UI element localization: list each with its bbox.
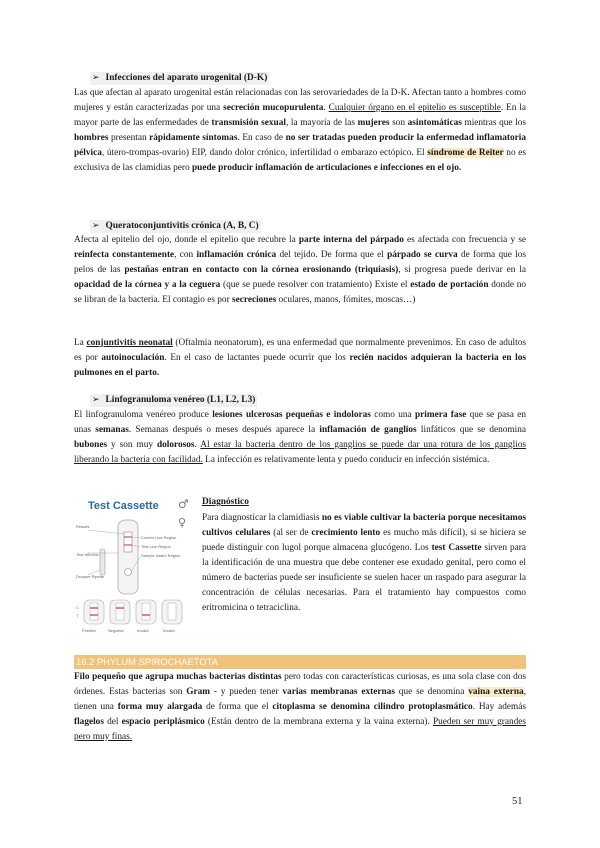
text-run: secreción mucopurulenta xyxy=(223,102,324,113)
text-run: bubones xyxy=(74,439,108,450)
label-test-window: Test Window xyxy=(76,552,99,557)
text-run: , la mayoría de las xyxy=(285,117,358,128)
paragraph-neonatal xyxy=(74,336,526,381)
text-run: mujeres xyxy=(357,117,390,128)
text-run: es afectada con frecuencia y se xyxy=(403,235,526,245)
text-run: primera fase xyxy=(414,410,467,420)
text-run: . xyxy=(194,439,201,450)
text-run: semanas xyxy=(95,424,129,435)
text-run: (Oftalmia neonatorum), es una enfermedad que normalmente prevenimos. En caso de adultos es por xyxy=(74,338,526,363)
text-run: opacidad de la córnea y a la ceguera xyxy=(74,279,221,290)
text-run: inflamación de ganglios xyxy=(319,424,417,435)
text-run: El linfogranuloma venéreo produce xyxy=(74,410,213,420)
text-run: linfáticos que se denomina xyxy=(416,424,526,435)
text-run: vaina externa xyxy=(468,686,524,697)
text-run: secreciones xyxy=(231,294,277,305)
section-band-spirochaetota: 16.2 PHYLUM SPIROCHAETOTA xyxy=(74,655,526,669)
label-dropper: Dropper Pipette xyxy=(76,574,105,579)
text-run: Gram - xyxy=(186,686,217,697)
text-run: no es exclusiva de las clamidias pero xyxy=(74,147,526,173)
text-run: autoinoculación xyxy=(101,352,165,363)
text-run: forma muy alargada xyxy=(117,701,203,712)
text-run: Afecta al epitelio del ojo, donde el epitelio que recubre la xyxy=(74,235,299,245)
text-run: , con xyxy=(174,249,197,260)
text-run: (que se puede resolver con tratamiento) Existe el xyxy=(220,279,411,290)
text-run: que se denomina xyxy=(394,686,469,697)
svg-text:Negative: Negative xyxy=(108,628,124,633)
text-run: , útero-trompas-ovario) EIP, dando dolor crónico, infertilidad o embarazo ectópico. El xyxy=(101,147,428,158)
text-run: crecimiento lento xyxy=(311,528,381,538)
text-run: párpado se curva xyxy=(387,249,458,260)
page-number: 51 xyxy=(512,796,523,807)
diagnosis-title: Diagnóstico xyxy=(202,497,249,507)
heading-abc: ➢ Queratoconjuntivitis crónica (A, B, C) xyxy=(92,221,259,231)
text-run: test Cassette xyxy=(431,543,482,553)
text-run: varias membranas externas xyxy=(282,686,395,697)
paragraph-diagnosis xyxy=(202,511,526,616)
text-run: La infección es relativamente lenta y puedo conducir en infección sistémica. xyxy=(202,454,490,465)
svg-text:C: C xyxy=(76,605,79,610)
female-symbol-icon: ♀ xyxy=(178,516,187,529)
text-run: del xyxy=(103,716,122,727)
text-run: de forma que el xyxy=(202,701,273,712)
cassette-window xyxy=(124,532,132,552)
text-run: dolorosos xyxy=(156,439,195,450)
text-run: son xyxy=(389,117,408,128)
text-run: síndrome de Reiter xyxy=(427,147,504,158)
text-run: y pueden tener xyxy=(216,686,283,697)
text-run: de forma que los pelos de las xyxy=(74,249,526,275)
arrow-bullet-icon: ➢ xyxy=(92,221,100,231)
text-run: pestañas entran en contacto con la córnea erosionando (triquiasis) xyxy=(124,264,399,275)
text-run: hombres xyxy=(74,132,109,143)
text-run: Pueden ser muy grandes pero muy finas. xyxy=(74,716,526,742)
heading-dk: ➢ Infecciones del aparato urogenital (D-K) xyxy=(92,73,268,83)
text-run: . xyxy=(323,102,329,113)
svg-text:T: T xyxy=(76,613,79,618)
svg-text:Invalid: Invalid xyxy=(137,628,149,633)
label-test-line: Test Line Region xyxy=(141,544,171,549)
text-run: estado de portación xyxy=(410,279,489,290)
svg-text:Positive: Positive xyxy=(82,628,97,633)
text-run: flagelos xyxy=(74,716,104,727)
text-run: reinfecta constantemente xyxy=(74,249,175,260)
text-run: y son muy xyxy=(107,439,157,450)
text-run: . En caso de xyxy=(237,132,286,143)
paragraph-spirochaetota xyxy=(74,670,526,745)
text-run: rápidamente síntomas xyxy=(149,132,238,143)
text-run: no ser tratadas pueden producir la enfermedad inflamatoria pélvica xyxy=(74,132,526,158)
text-run: espacio periplásmico xyxy=(121,716,205,727)
label-sample-intake: Sample Intake Region xyxy=(141,553,181,558)
text-run: presentan xyxy=(108,132,150,143)
text-run: Al estar la bacteria dentro de los ganglios se puede dar una rotura de los ganglios liberando la bacteria con facilidad. xyxy=(74,439,526,465)
sample-well xyxy=(125,569,132,576)
figure-title: Test Cassette xyxy=(88,500,159,512)
text-run: Para diagnosticar la clamidiasis xyxy=(202,513,322,523)
text-run: donde no se libran de la bacteria. El contagio es por xyxy=(74,279,527,305)
text-run: recién nacidos adquieran la bacteria en los pulmones en el parto. xyxy=(74,352,526,378)
text-run: como una xyxy=(370,410,415,420)
text-run: inflamación crónica xyxy=(196,249,277,260)
text-run: . Hay además xyxy=(472,701,526,712)
paragraph-abc xyxy=(74,233,526,308)
text-run: . Semanas después o meses después aparece la xyxy=(128,424,320,435)
text-run: pero todas con características curiosas, es una sola clase con dos órdenes. Estas bacterias son xyxy=(74,672,526,697)
text-run: es mucho más difícil), si se hiciera se puede distinguir con lugol porque almacena glucógeno. Los xyxy=(202,528,526,553)
text-run: Filo pequeño que agrupa muchas bacterias distintas xyxy=(74,672,282,682)
paragraph-dk xyxy=(74,86,526,175)
label-results: Results xyxy=(76,524,90,529)
text-run: que se pasa en unas xyxy=(74,410,526,435)
text-run: citoplasma se denomina cilindro protoplasmático xyxy=(272,701,473,712)
label-control-line: Control Line Region xyxy=(141,535,177,540)
text-run: . En el caso de lactantes puede ocurrir que los xyxy=(164,352,350,363)
heading-lgv: ➢ Linfogranuloma venéreo (L1, L2, L3) xyxy=(92,395,256,405)
test-cassette-figure xyxy=(74,494,194,636)
text-run: asintomáticas xyxy=(407,117,462,128)
text-run: sirven para la identificación de una muestra que debe contener ese exudado genital, pero como el número de bacterias puede ser insuficiente se suelen hacer un raspado para asegurar la concentración de células necesarias. Para el tratamiento hay compuestos como eritromicina o tetraciclina. xyxy=(202,543,526,613)
text-run: Las que afectan al aparato urogenital están relacionadas con las serovariedades de la D-K. Afectan tanto a hombres como mujeres y están caracterizadas por una xyxy=(74,88,526,113)
arrow-bullet-icon: ➢ xyxy=(92,395,100,405)
text-run: , si progresa puede derivar en la xyxy=(398,264,526,275)
text-run: . En la mayor parte de las enfermedades de xyxy=(74,102,526,128)
text-run: puede producir inflamación de articulaciones e infecciones en el ojo. xyxy=(191,162,462,173)
arrow-bullet-icon: ➢ xyxy=(92,73,100,83)
text-run: parte interna del párpado xyxy=(298,235,404,245)
text-run: transmisión sexual xyxy=(211,117,286,128)
text-run: del tejido. De forma que el xyxy=(276,249,388,260)
text-run: La xyxy=(74,338,87,348)
male-symbol-icon: ♂ xyxy=(178,497,189,511)
text-run: , tienen una xyxy=(74,686,527,712)
text-run: oculares, manos, fómites, moscas…) xyxy=(276,294,416,305)
text-run: (al ser de xyxy=(270,528,312,538)
text-run: mientras que los xyxy=(461,117,526,128)
text-run: conjuntivitis neonatal xyxy=(86,338,173,348)
svg-text:Invalid: Invalid xyxy=(163,628,175,633)
cassette-body xyxy=(118,520,138,594)
text-run: Cualquier órgano en el epitelio es susceptible xyxy=(328,102,501,113)
text-run: (Están dentro de la membrana externa y la vaina externa). xyxy=(204,716,433,727)
text-run: no es viable cultivar la bacteria porque necesitamos cultivos celulares xyxy=(202,513,526,538)
text-run: lesiones ulcerosas pequeñas e indoloras xyxy=(212,410,371,420)
paragraph-lgv xyxy=(74,408,526,468)
